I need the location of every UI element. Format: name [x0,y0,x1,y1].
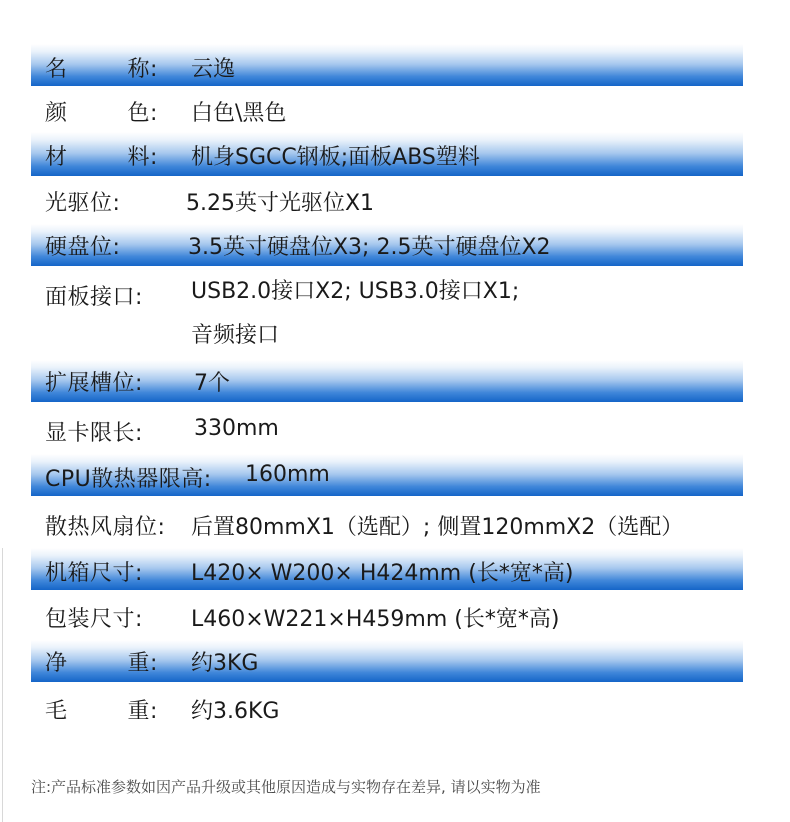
spec-row-fan-mounts [31,496,743,548]
spec-value-drive-bays: 3.5英寸硬盘位X3; 2.5英寸硬盘位X2 [188,235,551,260]
spec-label-gpu-length: 显卡限长: [45,421,143,446]
spec-row-gross-weight [31,682,743,734]
spec-value-optical-bay: 5.25英寸光驱位X1 [186,191,375,216]
spec-row-gpu-length [31,402,743,454]
spec-label-drive-bays: 硬盘位: [45,235,121,260]
spec-value-cooler-height: 160mm [245,462,330,487]
spec-row-net-weight [31,640,743,682]
spec-row-cooler-height [31,454,743,496]
spec-label-optical-bay: 光驱位: [45,191,121,216]
spec-value-name: 云逸 [191,57,236,82]
spec-value-front-io [191,270,519,358]
spec-label-package-size: 包装尺寸: [45,607,143,632]
spec-row-expansion-slots [31,360,743,402]
spec-label-front-io: 面板接口: [45,285,143,310]
spec-label-cooler-height: CPU散热器限高: [45,467,212,492]
spec-row-color [31,86,743,132]
spec-label-color: 颜 色: [45,101,158,126]
spec-label-fan-mounts: 散热风扇位: [45,515,166,540]
spec-label-name: 名 称: [45,57,158,82]
spec-value-front-io-line1: USB2.0接口X2; USB3.0接口X1; [191,279,520,304]
spec-table [31,44,743,734]
spec-label-case-size: 机箱尺寸: [45,561,143,586]
spec-row-case-size [31,548,743,590]
left-edge-rule [2,548,3,822]
spec-value-package-size: L460×W221×H459mm (长*宽*高) [191,607,560,632]
spec-row-front-io [31,266,743,360]
spec-value-color: 白色\黑色 [191,101,287,126]
spec-row-drive-bays [31,224,743,266]
spec-value-expansion-slots: 7个 [194,371,230,396]
spec-label-net-weight: 净 重: [45,651,158,676]
spec-row-name [31,44,743,86]
spec-value-case-size: L420× W200× H424mm (长*宽*高) [191,561,574,586]
disclaimer-note: 注:产品标准参数如因产品升级或其他原因造成与实物存在差异, 请以实物为准 [31,778,541,796]
spec-row-optical-bay [31,176,743,224]
spec-value-net-weight: 约3KG [191,651,259,676]
spec-value-front-io-line2: 音频接口 [191,323,280,348]
spec-value-gross-weight: 约3.6KG [191,699,280,724]
spec-value-material: 机身SGCC钢板;面板ABS塑料 [191,145,480,170]
spec-value-fan-mounts: 后置80mmX1（选配）; 侧置120mmX2（选配） [191,515,684,540]
spec-label-gross-weight: 毛 重: [45,699,158,724]
spec-value-gpu-length: 330mm [194,416,279,441]
spec-row-package-size [31,590,743,640]
spec-label-expansion-slots: 扩展槽位: [45,371,143,396]
spec-row-material [31,132,743,176]
spec-label-material: 材 料: [45,145,158,170]
